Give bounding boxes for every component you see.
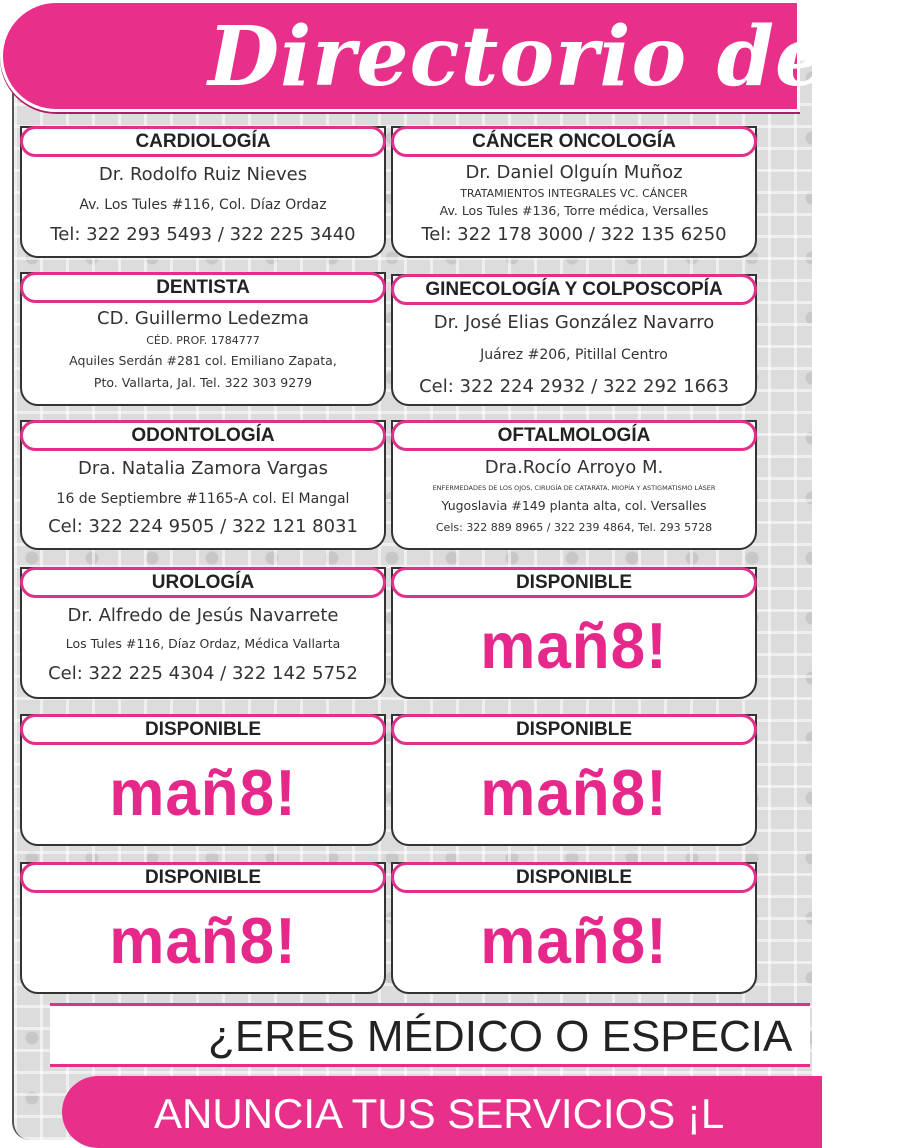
card-heading: DENTISTA [20,272,386,303]
card-odontologia [20,420,386,550]
treatment-note: TRATAMIENTOS INTEGRALES VC. CÁNCER [460,187,688,200]
card-heading: DISPONIBLE [391,567,757,598]
question-text: ¿ERES MÉDICO O ESPECIA [208,1012,793,1061]
card-disponible [20,714,386,846]
card-heading: DISPONIBLE [391,714,757,745]
card-ginecologia [391,274,757,406]
card-dentista [20,272,386,406]
cta-text: ANUNCIA TUS SERVICIOS ¡L [154,1090,725,1137]
card-cardiologia [20,126,386,258]
address: Yugoslavia #149 planta alta, col. Versalles [441,498,707,513]
address: Juárez #206, Pitillal Centro [480,347,668,363]
question-banner [50,1003,810,1067]
card-heading: DISPONIBLE [20,714,386,745]
card-heading: GINECOLOGÍA Y COLPOSCOPÍA [391,274,757,305]
card-disponible [391,567,757,699]
page-header [0,0,918,112]
card-disponible [391,714,757,846]
address: 16 de Septiembre #1165-A col. El Mangal [56,491,350,507]
mano-logo: mañ8! [109,905,297,978]
phone: Tel: 322 293 5493 / 322 225 3440 [50,224,356,245]
doctor-name: Dr. Alfredo de Jesús Navarrete [67,605,339,626]
card-heading: CARDIOLOGÍA [20,126,386,157]
doctor-name: CD. Guillermo Ledezma [97,308,309,329]
phone: Cel: 322 225 4304 / 322 142 5752 [48,663,358,684]
phone: Cels: 322 889 8965 / 322 239 4864, Tel. 293 5728 [435,521,713,534]
page-title: Directorio de S [208,9,918,105]
address-line-2: Pto. Vallarta, Jal. Tel. 322 303 9279 [93,375,313,390]
doctor-name: Dra. Natalia Zamora Vargas [78,458,328,479]
phone: Tel: 322 178 3000 / 322 135 6250 [421,224,727,245]
mano-logo: mañ8! [480,757,668,830]
doctor-name: Dr. José Elias González Navarro [433,312,715,333]
doctor-name: Dr. Rodolfo Ruiz Nieves [98,164,308,185]
mano-logo: mañ8! [109,757,297,830]
card-heading: ODONTOLOGÍA [20,420,386,451]
card-oftalmologia [391,420,757,550]
phone: Cel: 322 224 9505 / 322 121 8031 [48,516,358,537]
doctor-name: Dr. Daniel Olguín Muñoz [465,162,683,183]
mano-logo: mañ8! [480,610,668,683]
card-disponible [20,862,386,994]
address: Av. Los Tules #116, Col. Díaz Ordaz [79,197,327,213]
card-heading: OFTALMOLOGÍA [391,420,757,451]
address: Aquiles Serdán #281 col. Emiliano Zapata, [69,353,337,368]
doctor-name: Dra.Rocío Arroyo M. [484,457,664,478]
phone: Cel: 322 224 2932 / 322 292 1663 [419,376,729,397]
card-heading: DISPONIBLE [20,862,386,893]
card-heading: UROLOGÍA [20,567,386,598]
card-heading: DISPONIBLE [391,862,757,893]
cta-banner [62,1076,822,1148]
card-oncologia [391,126,757,258]
address: Av. Los Tules #136, Torre médica, Versalles [439,203,709,218]
mano-logo: mañ8! [480,905,668,978]
address: Los Tules #116, Díaz Ordaz, Médica Vallarta [65,636,341,651]
specialty-note: ENFERMEDADES DE LOS OJOS, CIRUGÍA DE CATARATA, MIOPÍA Y ASTIGMATISMO LÁSER [432,484,716,492]
professional-id: CÉD. PROF. 1784777 [146,334,260,347]
card-disponible [391,862,757,994]
card-heading: CÁNCER ONCOLOGÍA [391,126,757,157]
card-urologia [20,567,386,699]
